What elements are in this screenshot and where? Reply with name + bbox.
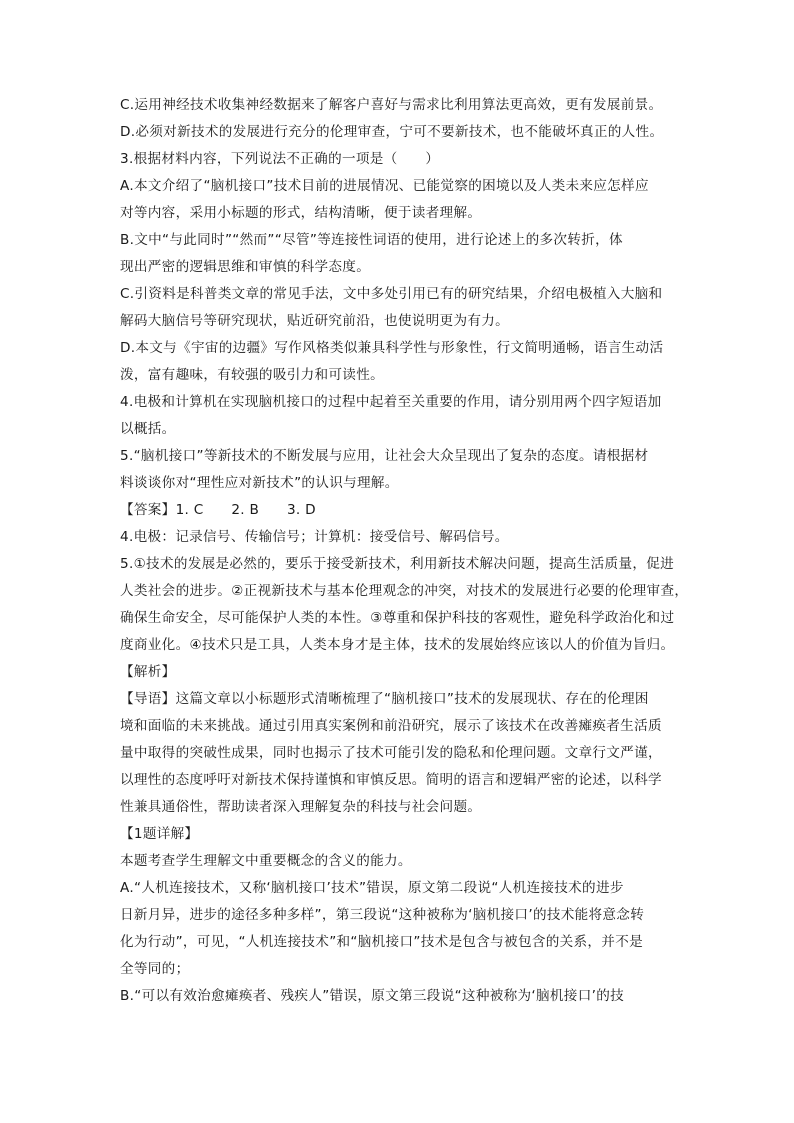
question-4-line-2: 以概括。: [120, 421, 176, 437]
intro-line-5: 性兼具通俗性，帮助读者深入理解复杂的科技与社会问题。: [120, 799, 482, 815]
q1-detail-a-line-2: 日新月异，进步的途径多种多样”，第三段说“这种被称为‘脑机接口’的技术能将意念转: [120, 907, 645, 923]
analysis-heading: 【解析】: [120, 664, 176, 680]
question-5-line-1: 5.“脑机接口”等新技术的不断发展与应用，让社会大众呈现出了复杂的态度。请根据材: [120, 448, 649, 464]
intro-line-3: 量中取得的突破性成果，同时也揭示了技术可能引发的隐私和伦理问题。文章行文严谨，: [120, 745, 662, 761]
answer-5-line-3: 确保生命安全，尽可能保护人类的本性。③尊重和保护科技的客观性，避免科学政治化和过: [120, 610, 675, 626]
answer-heading: 【答案】1. C 2. B 3. D: [120, 502, 316, 518]
option-c-line: C.运用神经技术收集神经数据来了解客户喜好与需求比利用算法更高效，更有发展前景。: [120, 97, 663, 113]
question-4-line-1: 4.电极和计算机在实现脑机接口的过程中起着至关重要的作用，请分别用两个四字短语加: [120, 394, 662, 410]
question-3-stem: 3.根据材料内容，下列说法不正确的一项是（ ）: [120, 151, 440, 167]
q1-detail-a-line-1: A.“人机连接技术，又称‘脑机接口’技术”错误，原文第二段说“人机连接技术的进步: [120, 880, 624, 896]
q3-option-c-line-2: 解码大脑信号等研究现状，贴近研究前沿，也使说明更为有力。: [120, 313, 510, 329]
q1-detail-a-line-3: 化为行动”，可见，“人机连接技术”和“脑机接口”技术是包含与被包含的关系，并不是: [120, 934, 643, 950]
option-d-line: D.必须对新技术的发展进行充分的伦理审查，宁可不要新技术，也不能破坏真正的人性。: [120, 124, 664, 140]
q1-detail-intro: 本题考查学生理解文中重要概念的含义的能力。: [120, 853, 412, 869]
intro-line-2: 境和面临的未来挑战。通过引用真实案例和前沿研究，展示了该技术在改善瘫痪者生活质: [120, 718, 662, 734]
q3-option-c-line-1: C.引资料是科普类文章的常见手法，文中多处引用已有的研究结果，介绍电极植入大脑和: [120, 286, 663, 302]
q3-option-b-line-2: 现出严密的逻辑思维和审慎的科学态度。: [120, 259, 371, 275]
q3-option-a-line-1: A.本文介绍了“脑机接口”技术目前的进展情况、已能觉察的困境以及人类未来应怎样应: [120, 178, 649, 194]
intro-line-1: 【导语】这篇文章以小标题形式清晰梳理了“脑机接口”技术的发展现状、存在的伦理困: [120, 691, 649, 707]
q3-option-d-line-2: 泼，富有趣味，有较强的吸引力和可读性。: [120, 367, 384, 383]
q1-detail-a-line-4: 全等同的；: [120, 961, 190, 977]
answer-5-line-1: 5.①技术的发展是必然的，要乐于接受新技术，利用新技术解决问题，提高生活质量，促进: [120, 556, 675, 572]
q1-detail-b-line-1: B.“可以有效治愈瘫痪者、残疾人”错误，原文第三段说“这种被称为‘脑机接口’的技: [120, 988, 625, 1004]
q1-detail-heading: 【1题详解】: [120, 826, 199, 842]
answer-5-line-2: 人类社会的进步。②正视新技术与基本伦理观念的冲突，对技术的发展进行必要的伦理审查，: [120, 583, 689, 599]
q3-option-a-line-2: 对等内容，采用小标题的形式，结构清晰，便于读者理解。: [120, 205, 482, 221]
question-5-line-2: 料谈谈你对“理性应对新技术”的认识与理解。: [120, 475, 399, 491]
intro-line-4: 以理性的态度呼吁对新技术保持谨慎和审慎反思。简明的语言和逻辑严密的论述，以科学: [120, 772, 662, 788]
q3-option-d-line-1: D.本文与《宇宙的边疆》写作风格类似兼具科学性与形象性，行文简明通畅，语言生动活: [120, 340, 664, 356]
answer-4: 4.电极：记录信号、传输信号；计算机：接受信号、解码信号。: [120, 529, 509, 545]
answer-5-line-4: 度商业化。④技术只是工具，人类本身才是主体，技术的发展始终应该以人的价值为旨归。: [120, 637, 675, 653]
q3-option-b-line-1: B.文中“与此同时”“然而”“尽管”等连接性词语的使用，进行论述上的多次转折，体: [120, 232, 623, 248]
